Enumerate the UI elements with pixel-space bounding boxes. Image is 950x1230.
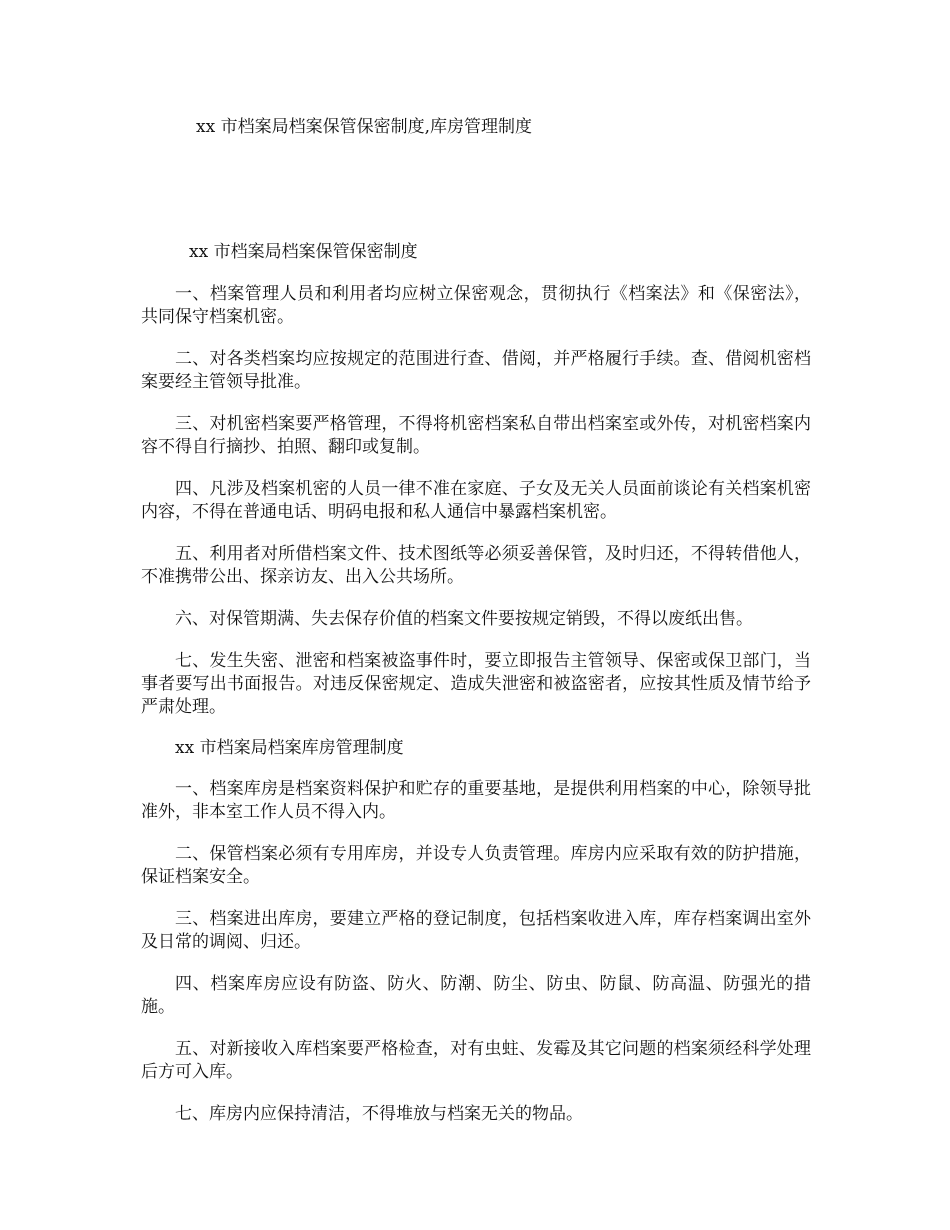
confidentiality-paragraph-1: 一、档案管理人员和利用者均应树立保密观念，贯彻执行《档案法》和《保密法》，共同保守档案机密。 — [141, 284, 811, 327]
storage-paragraph-2: 二、保管档案必须有专用库房，并设专人负责管理。库房内应采取有效的防护措施，保证档案安全。 — [141, 844, 811, 887]
confidentiality-paragraph-4: 四、凡涉及档案机密的人员一律不准在家庭、子女及无关人员面前谈论有关档案机密内容，不得在普通电话、明码电报和私人通信中暴露档案机密。 — [141, 479, 811, 522]
section-heading-storage: xx 市档案局档案库房管理制度 — [175, 738, 404, 758]
confidentiality-paragraph-7: 七、发生失密、泄密和档案被盗事件时，要立即报告主管领导、保密或保卫部门，当事者要写出书面报告。对违反保密规定、造成失泄密和被盗密者，应按其性质及情节给予严肃处理。 — [141, 651, 811, 717]
storage-paragraph-7: 七、库房内应保持清洁，不得堆放与档案无关的物品。 — [175, 1104, 583, 1124]
document-title: xx 市档案局档案保管保密制度,库房管理制度 — [196, 117, 532, 137]
storage-paragraph-1: 一、档案库房是档案资料保护和贮存的重要基地，是提供利用档案的中心，除领导批准外，非本室工作人员不得入内。 — [141, 779, 811, 822]
storage-paragraph-3: 三、档案进出库房，要建立严格的登记制度，包括档案收进入库，库存档案调出室外及日常的调阅、归还。 — [141, 909, 811, 952]
confidentiality-paragraph-6: 六、对保管期满、失去保存价值的档案文件要按规定销毁，不得以废纸出售。 — [175, 609, 753, 629]
document-body — [141, 241, 811, 1145]
confidentiality-paragraph-3: 三、对机密档案要严格管理，不得将机密档案私自带出档案室或外传，对机密档案内容不得自行摘抄、拍照、翻印或复制。 — [141, 414, 811, 457]
confidentiality-paragraph-5: 五、利用者对所借档案文件、技术图纸等必须妥善保管，及时归还，不得转借他人，不准携带公出、探亲访友、出入公共场所。 — [141, 544, 811, 587]
storage-paragraph-5: 五、对新接收入库档案要严格检查，对有虫蛀、发霉及其它问题的档案须经科学处理后方可入库。 — [141, 1039, 811, 1082]
section-heading-confidentiality: xx 市档案局档案保管保密制度 — [189, 242, 418, 262]
confidentiality-paragraph-2: 二、对各类档案均应按规定的范围进行查、借阅，并严格履行手续。查、借阅机密档案要经主管领导批准。 — [141, 349, 811, 392]
storage-paragraph-4: 四、档案库房应设有防盗、防火、防潮、防尘、防虫、防鼠、防高温、防强光的措施。 — [141, 974, 811, 1017]
